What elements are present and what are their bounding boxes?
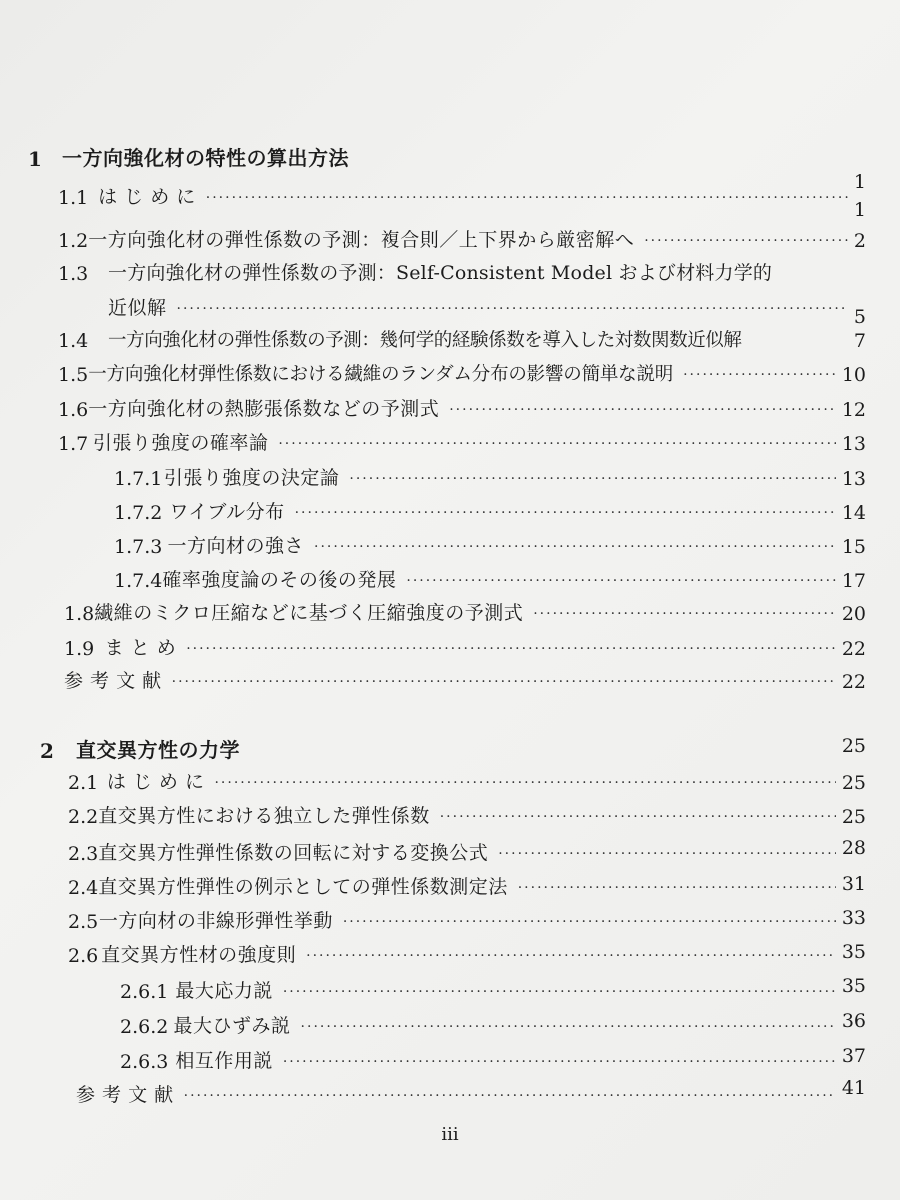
subsection-number: 1.7.3 — [114, 536, 163, 558]
leader-dots — [283, 1054, 836, 1070]
subsection-title: 引張り強度の決定論 — [163, 467, 340, 489]
subsection-page: 13 — [841, 468, 866, 490]
section-page: 7 — [853, 330, 866, 352]
section-page: 31 — [841, 873, 866, 895]
toc-entry-1-3-cont[interactable] — [108, 293, 866, 328]
toc-chapter-1[interactable] — [28, 142, 866, 193]
subsection-number: 2.6.3 — [120, 1051, 169, 1073]
subsection-title: 最大ひずみ説 — [173, 1015, 291, 1037]
section-number: 2.1 — [68, 772, 99, 794]
subsection-title: 一方向材の強さ — [167, 535, 305, 557]
section-title-continuation: 近似解 — [108, 297, 167, 319]
section-title: 一方向強化材の弾性係数の予測：複合則／上下界から厳密解へ — [88, 229, 635, 251]
section-page: 28 — [841, 837, 866, 859]
toc-chapter-2[interactable] — [40, 734, 866, 763]
section-page: 33 — [841, 907, 866, 929]
section-number: 1.1 — [58, 187, 89, 209]
leader-dots — [498, 846, 836, 862]
section-title: 直交異方性弾性係数の回転に対する変換公式 — [98, 842, 489, 864]
section-number: 1.4 — [58, 330, 89, 352]
section-page: 35 — [841, 941, 866, 963]
section-title: は じ め に — [98, 186, 196, 208]
leader-dots — [343, 914, 836, 930]
toc-entry-2-6[interactable] — [68, 940, 866, 967]
subsection-page: 15 — [841, 536, 866, 558]
section-page: 22 — [841, 638, 866, 660]
section-number: 1.8 — [64, 603, 95, 625]
toc-entry-1-6[interactable] — [58, 394, 866, 421]
chapter-number: 2 — [40, 739, 54, 763]
toc-entry-1-7-4[interactable] — [114, 565, 866, 592]
leader-dots — [283, 984, 836, 1000]
leader-dots — [295, 505, 836, 521]
section-title: 直交異方性における独立した弾性係数 — [98, 805, 430, 827]
section-title: ま と め — [104, 637, 177, 659]
section-title: は じ め に — [106, 771, 205, 793]
section-title: 一方向強化材の弾性係数の予測：Self-Consistent Model および材料力学的 — [108, 262, 773, 284]
references-title: 参 考 文 献 — [64, 670, 162, 692]
leader-dots — [214, 775, 835, 791]
subsection-page: 35 — [841, 975, 866, 997]
leader-dots — [184, 1088, 836, 1104]
section-page: 12 — [841, 399, 866, 421]
section-title: 直交異方性材の強度則 — [101, 944, 297, 966]
toc-entry-1-7-3[interactable] — [114, 531, 866, 558]
section-number: 2.4 — [68, 877, 99, 899]
toc-entry-2-6-3[interactable] — [120, 1046, 866, 1073]
section-title: 直交異方性弾性の例示としての弾性係数測定法 — [98, 876, 508, 898]
leader-dots — [533, 606, 836, 622]
section-title: 一方向強化材弾性係数における繊維のランダム分布の影響の簡単な説明 — [88, 364, 674, 385]
section-title: 繊維のミクロ圧縮などに基づく圧縮強度の予測式 — [94, 602, 524, 624]
chapter-page: 1 — [853, 171, 866, 193]
toc-entry-1-9[interactable] — [64, 633, 866, 660]
leader-dots — [314, 539, 836, 555]
toc-entry-1-4[interactable] — [58, 326, 866, 352]
toc-entry-2-1[interactable] — [68, 767, 866, 794]
leader-dots — [406, 573, 835, 589]
leader-dots — [278, 436, 835, 452]
subsection-title: 相互作用説 — [175, 1050, 273, 1072]
toc-entry-1-2[interactable] — [58, 225, 866, 252]
references-title: 参 考 文 献 — [76, 1084, 174, 1106]
leader-dots — [644, 233, 848, 249]
subsection-page: 36 — [841, 1010, 866, 1032]
section-number: 2.5 — [68, 911, 99, 933]
section-number: 1.3 — [58, 263, 89, 285]
leader-dots — [206, 190, 848, 206]
subsection-number: 1.7.2 — [114, 502, 163, 524]
leader-dots — [301, 1019, 836, 1035]
section-page: 5 — [853, 306, 866, 328]
toc-entry-1-3[interactable] — [58, 258, 866, 285]
toc-entry-1-8[interactable] — [64, 598, 866, 625]
toc-entry-2-4[interactable] — [68, 872, 866, 899]
subsection-number: 1.7.1 — [114, 468, 163, 490]
section-page: 2 — [853, 230, 866, 252]
subsection-title: 確率強度論のその後の発展 — [162, 569, 397, 591]
section-title: 引張り強度の確率論 — [92, 432, 269, 454]
toc-entry-2-6-1[interactable] — [120, 976, 866, 1003]
section-number: 1.6 — [58, 399, 89, 421]
toc-entry-references-2[interactable] — [76, 1077, 866, 1107]
section-number: 1.2 — [58, 230, 89, 252]
toc-entry-2-3[interactable] — [68, 838, 866, 865]
leader-dots — [349, 471, 835, 487]
leader-dots — [306, 948, 836, 964]
subsection-number: 2.6.2 — [120, 1016, 169, 1038]
chapter-title: 直交異方性の力学 — [76, 738, 240, 762]
section-number: 2.6 — [68, 945, 99, 967]
chapter-title: 一方向強化材の特性の算出方法 — [62, 146, 349, 170]
chapter-number: 1 — [28, 147, 42, 171]
toc-entry-1-7-1[interactable] — [114, 463, 866, 490]
references-page: 41 — [841, 1077, 866, 1099]
section-page: 10 — [841, 364, 866, 386]
page-number-footer: iii — [441, 1124, 459, 1145]
section-number: 2.2 — [68, 806, 99, 828]
subsection-page: 37 — [841, 1045, 866, 1067]
section-title: 一方向強化材の熱膨張係数などの予測式 — [88, 398, 440, 420]
toc-entry-1-7[interactable] — [58, 428, 866, 455]
toc-entry-1-5[interactable] — [58, 360, 866, 386]
subsection-number: 2.6.1 — [120, 981, 169, 1003]
toc-entry-2-6-2[interactable] — [120, 1011, 866, 1038]
toc-entry-2-5[interactable] — [68, 906, 866, 933]
bleed-through-text — [500, 0, 860, 160]
toc-entry-1-1[interactable] — [58, 182, 866, 221]
section-number: 1.5 — [58, 364, 89, 386]
leader-dots — [177, 301, 848, 317]
section-title: 一方向材の非線形弾性挙動 — [98, 910, 333, 932]
section-page: 25 — [841, 772, 866, 794]
leader-dots — [683, 367, 836, 383]
section-number: 2.3 — [68, 843, 99, 865]
leader-dots — [518, 880, 836, 896]
section-page: 13 — [841, 433, 866, 455]
section-title: 一方向強化材の弾性係数の予測：幾何学的経験係数を導入した対数関数近似解 — [108, 330, 742, 351]
section-number: 1.7 — [58, 433, 89, 455]
section-number: 1.9 — [64, 638, 95, 660]
toc-entry-1-7-2[interactable] — [114, 497, 866, 524]
leader-dots — [440, 809, 836, 825]
subsection-title: ワイブル分布 — [169, 501, 285, 523]
subsection-number: 1.7.4 — [114, 570, 163, 592]
toc-entry-2-2[interactable] — [68, 801, 866, 828]
leader-dots — [449, 402, 836, 418]
toc-entry-references-1[interactable] — [64, 666, 866, 693]
leader-dots — [172, 674, 836, 690]
chapter-page: 25 — [841, 735, 866, 757]
subsection-title: 最大応力説 — [175, 980, 273, 1002]
section-page: 1 — [853, 199, 866, 221]
references-page: 22 — [841, 671, 866, 693]
leader-dots — [186, 641, 836, 657]
section-page: 25 — [841, 806, 866, 828]
subsection-page: 14 — [841, 502, 866, 524]
section-page: 20 — [841, 603, 866, 625]
subsection-page: 17 — [841, 570, 866, 592]
